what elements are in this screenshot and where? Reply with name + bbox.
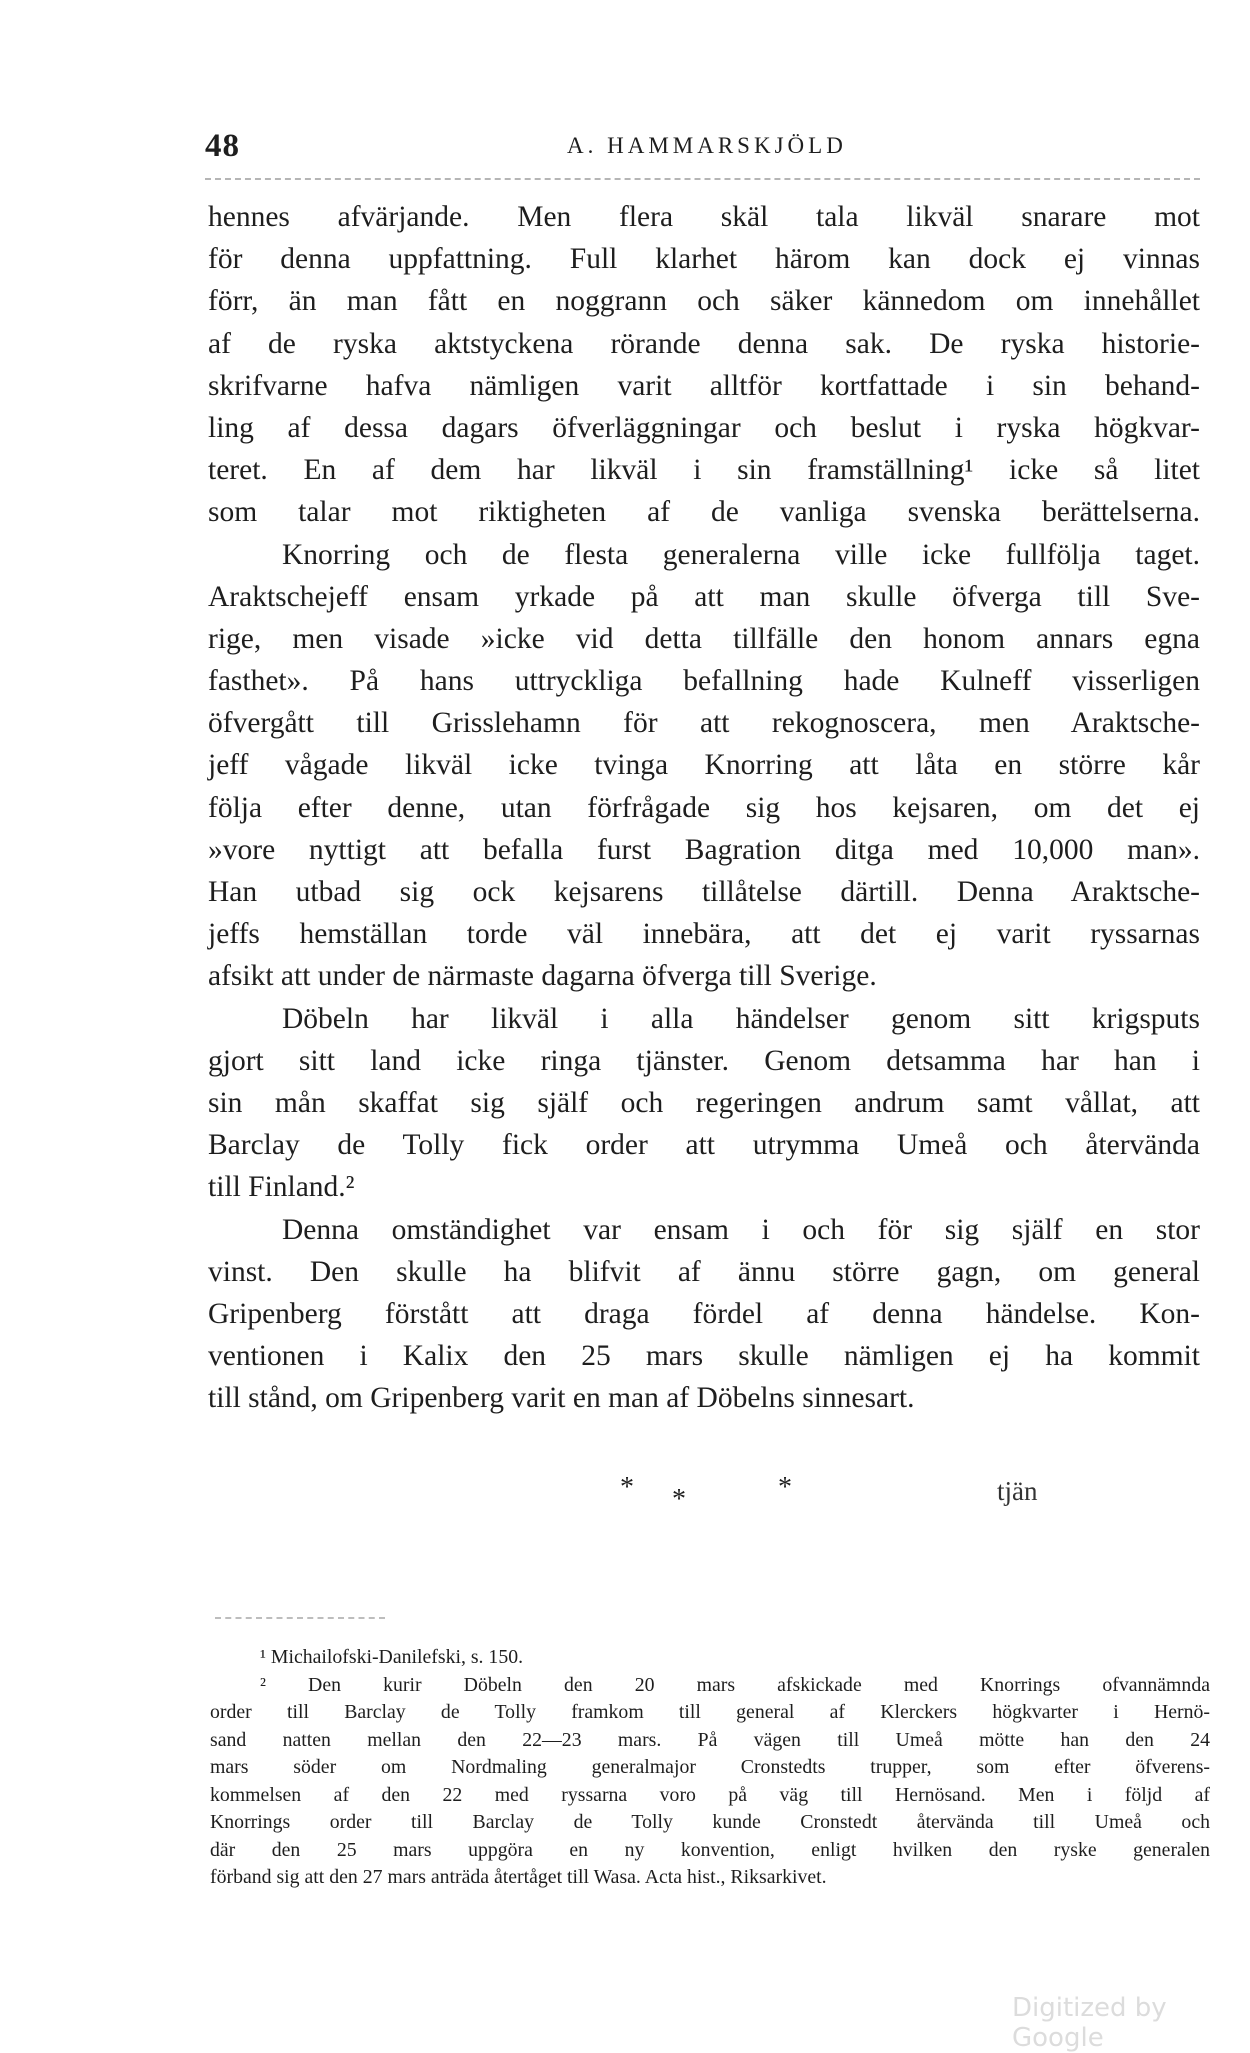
text-line: »vore nyttigt att befalla furst Bagration ditga med 10,000 man». xyxy=(208,833,1200,866)
stamp-fragment: tjän xyxy=(997,1476,1038,1506)
text-line: afsikt att under de närmaste dagarna öfverga till Sverige. xyxy=(208,960,877,993)
text-line: för denna uppfattning. Full klarhet härom kan dock ej vinnas xyxy=(208,243,1200,276)
text-line: jeff vågade likväl icke tvinga Knorring att låta en större kår xyxy=(208,749,1200,782)
text-line: Knorring och de flesta generalerna ville icke fullfölja taget. xyxy=(282,538,1200,571)
running-head: A. HAMMARSKJÖLD xyxy=(567,133,847,158)
text-line: sin mån skaffat sig själf och regeringen andrum samt vållat, att xyxy=(208,1086,1200,1119)
text-line: teret. En af dem har likväl i sin framställning¹ icke så litet xyxy=(208,454,1200,487)
asterisk-icon: * xyxy=(778,1472,792,1503)
text-line: Döbeln har likväl i alla händelser genom sitt krigsputs xyxy=(282,1002,1200,1035)
footnote-line: sand natten mellan den 22—23 mars. På vägen till Umeå mötte han den 24 xyxy=(210,1728,1210,1751)
body-text xyxy=(208,196,1200,1419)
page-header xyxy=(205,128,1205,168)
section-break xyxy=(620,1472,1140,1515)
footnote-rule xyxy=(215,1617,385,1619)
text-line: hennes afvärjande. Men flera skäl tala likväl snarare mot xyxy=(208,201,1200,233)
asterisk-icon: * xyxy=(672,1484,686,1515)
footnote-line: kommelsen af den 22 med ryssarna voro på väg till Hernösand. Men i följd af xyxy=(210,1783,1210,1806)
text-line: som talar mot riktigheten af de vanliga svenska berättelserna. xyxy=(208,496,1200,529)
header-rule xyxy=(205,178,1200,180)
footnote-line: order till Barclay de Tolly framkom till general af Klerckers högkvarter i Hernö- xyxy=(210,1701,1210,1723)
text-line: jeffs hemställan torde väl innebära, att det ej varit ryssarnas xyxy=(208,918,1200,951)
text-line: Denna omständighet var ensam i och för sig själf en stor xyxy=(282,1213,1200,1246)
text-line: fasthet». På hans uttryckliga befallning hade Kulneff visserligen xyxy=(208,665,1200,698)
text-line: följa efter denne, utan förfrågade sig hos kejsaren, om det ej xyxy=(208,791,1200,824)
footnote-line: Knorrings order till Barclay de Tolly kunde Cronstedt återvända till Umeå och xyxy=(210,1811,1210,1833)
text-line: förr, än man fått en noggrann och säker kännedom om innehållet xyxy=(208,285,1200,318)
text-line: af de ryska aktstyckena rörande denna sak. De ryska historie- xyxy=(208,327,1200,360)
text-line: till stånd, om Gripenberg varit en man af Döbelns sinnesart. xyxy=(208,1382,915,1415)
text-line: ventionen i Kalix den 25 mars skulle nämligen ej ha kommit xyxy=(208,1340,1200,1373)
footnote-line: förband sig att den 27 mars anträda återtåget till Wasa. Acta hist., Riksarkivet. xyxy=(210,1866,827,1888)
text-line: vinst. Den skulle ha blifvit af ännu större gagn, om general xyxy=(208,1255,1200,1288)
text-line: skrifvarne hafva nämligen varit alltför kortfattade i sin behand- xyxy=(208,369,1200,402)
text-line: gjort sitt land icke ringa tjänster. Genom detsamma har han i xyxy=(208,1044,1200,1077)
footnote-line: ² Den kurir Döbeln den 20 mars afskickade med Knorrings ofvannämnda xyxy=(260,1673,1210,1696)
footnote-line: mars söder om Nordmaling generalmajor Cronstedts trupper, som efter öfverens- xyxy=(210,1756,1210,1778)
page-number: 48 xyxy=(205,128,240,164)
text-line: till Finland.² xyxy=(208,1171,355,1204)
text-line: Han utbad sig ock kejsarens tillåtelse därtill. Denna Araktsche- xyxy=(208,876,1200,908)
asterisk-icon: * xyxy=(620,1472,634,1503)
text-line: öfvergått till Grisslehamn för att rekognoscera, men Araktsche- xyxy=(208,707,1200,740)
footnote-line: ¹ Michailofski-Danilefski, s. 150. xyxy=(260,1646,524,1668)
footnotes xyxy=(210,1644,1210,1892)
google-watermark: Digitized by Google xyxy=(1012,1993,1167,2053)
text-line: Araktschejeff ensam yrkade på att man skulle öfverga till Sve- xyxy=(208,580,1200,613)
text-line: rige, men visade »icke vid detta tillfälle den honom annars egna xyxy=(208,622,1200,655)
text-line: ling af dessa dagars öfverläggningar och beslut i ryska högkvar- xyxy=(208,411,1200,444)
text-line: Gripenberg förstått att draga fördel af denna händelse. Kon- xyxy=(208,1297,1200,1330)
footnote-line: där den 25 mars uppgöra en ny konvention, enligt hvilken den ryske generalen xyxy=(210,1838,1210,1861)
text-line: Barclay de Tolly fick order att utrymma Umeå och återvända xyxy=(208,1129,1200,1162)
